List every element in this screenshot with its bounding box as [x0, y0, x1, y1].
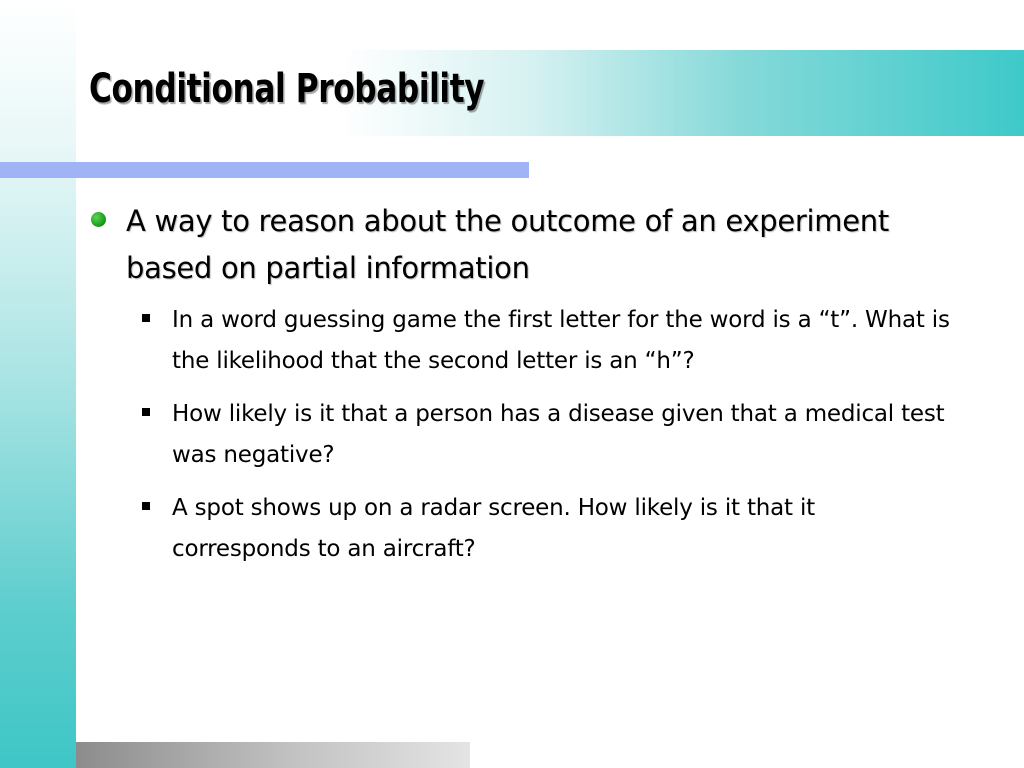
- bottom-gradient-bar: [76, 742, 470, 768]
- sub-bullet-text: A spot shows up on a radar screen. How likely is it that it corresponds to an aircraft?: [172, 495, 815, 562]
- main-bullet-text: A way to reason about the outcome of an experiment based on partial information: [126, 204, 889, 285]
- sub-bullet: [88, 394, 958, 476]
- sub-bullet: [88, 300, 958, 382]
- sub-bullet-list: [88, 300, 958, 570]
- sub-bullet-text: How likely is it that a person has a disease given that a medical test was negative?: [172, 401, 945, 468]
- title-divider: [0, 162, 529, 178]
- square-bullet-icon: [142, 314, 150, 322]
- slide-title: Conditional Probability: [89, 66, 485, 112]
- sub-bullet-text: In a word guessing game the first letter for the word is a “t”. What is the likelihood that the second letter is an “h”?: [172, 307, 950, 374]
- left-gradient-bar: [0, 0, 76, 768]
- slide-body: [88, 198, 958, 582]
- square-bullet-icon: [142, 502, 150, 510]
- green-bullet-icon: [91, 212, 106, 227]
- square-bullet-icon: [142, 408, 150, 416]
- sub-bullet: [88, 488, 958, 570]
- main-bullet: [88, 198, 958, 292]
